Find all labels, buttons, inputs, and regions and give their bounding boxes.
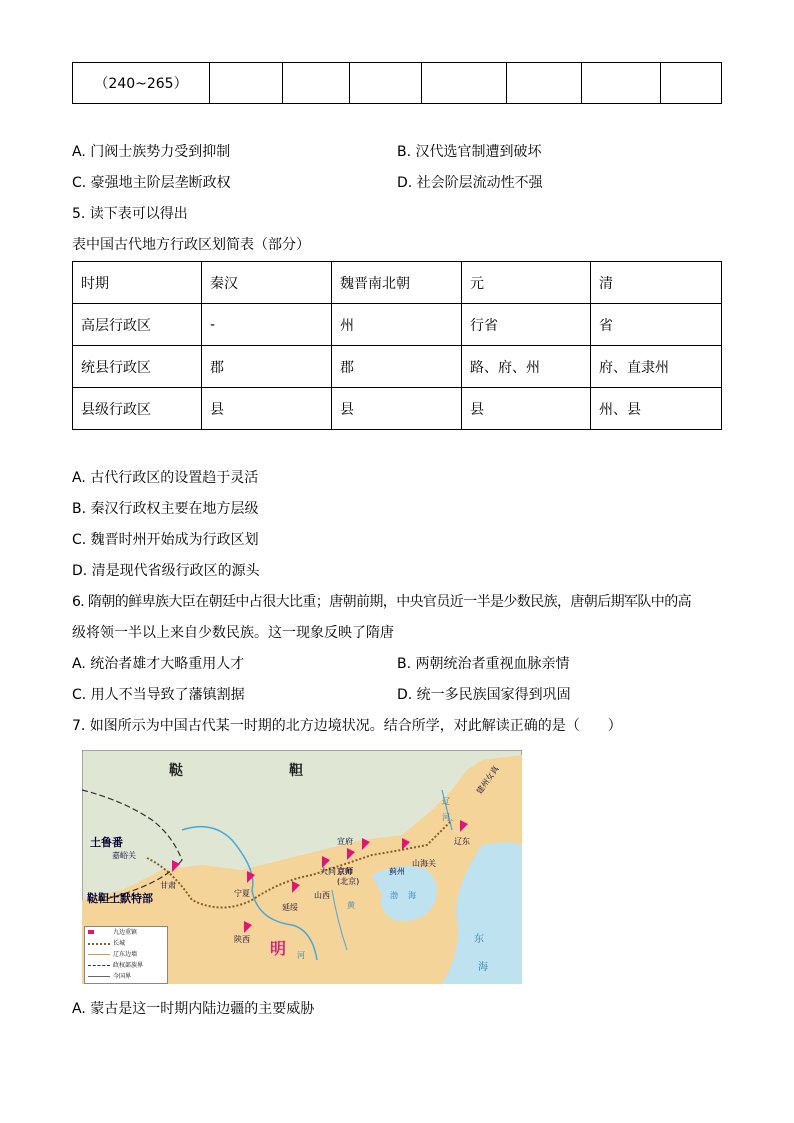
q4-option-d: D. 社会阶层流动性不强: [397, 175, 543, 191]
map-label-liaohe: 河: [442, 813, 450, 822]
table-cell: 县: [462, 388, 591, 430]
table-cell: 县级行政区: [73, 388, 202, 430]
table-cell: [661, 63, 722, 104]
map-label-xuanfu: 宣府: [337, 837, 353, 846]
q5-option-d: D. 清是现代省级行政区的源头: [72, 563, 260, 579]
q6-option-d: D. 统一多民族国家得到巩固: [397, 687, 571, 703]
map-label-yansui: 延绥: [282, 903, 298, 912]
map-label-jiayuguan: 嘉峪关: [112, 851, 136, 860]
table-row: [73, 346, 722, 388]
q6-stem-line2: 级将领一半以上来自少数民族。这一现象反映了隋唐: [72, 625, 394, 641]
q7-stem: 7. 如图所示为中国古代某一时期的北方边境状况。结合所学，对此解读正确的是（ ）: [72, 718, 622, 734]
q4-option-c: C. 豪强地主阶层垄断政权: [72, 175, 231, 191]
q4-option-b: B. 汉代选官制遭到破坏: [397, 144, 542, 160]
q5-table-title: 表中国古代地方行政区划简表（部分）: [72, 237, 310, 253]
q5-option-b: B. 秦汉行政权主要在地方层级: [72, 501, 259, 517]
table-cell: [350, 63, 422, 104]
table-cell: [283, 63, 350, 104]
legend-label: 政权部族界: [113, 962, 144, 969]
q5-stem: 5. 读下表可以得出: [72, 206, 188, 222]
table-cell: 县: [332, 388, 462, 430]
ming-northern-frontier-map: [82, 750, 522, 984]
legend-label: 长城: [113, 940, 126, 947]
legend-item-liaodong-wall: [85, 949, 167, 960]
table-header-cell: 清: [591, 262, 722, 304]
q6-option-a: A. 统治者雄才大略重用人才: [72, 656, 245, 672]
map-label-tumote: 鞑靼土默特部: [87, 892, 153, 905]
legend-item-garrison: [85, 927, 167, 938]
q7-option-a: A. 蒙古是这一时期内陆边疆的主要威胁: [72, 1001, 315, 1017]
q4-option-a: A. 门阀士族势力受到抑制: [72, 144, 231, 160]
table-cell: 郡: [202, 346, 332, 388]
legend-label: 九边重镇: [113, 929, 138, 936]
table-header-cell: 魏晋南北朝: [332, 262, 462, 304]
map-label-dada: 鞑: [169, 763, 183, 779]
map-label-liaodong: 辽东: [454, 837, 470, 846]
table-cell: [582, 63, 661, 104]
map-label-hai: 海: [408, 891, 416, 900]
map-label-ming: 明: [270, 939, 287, 958]
table-cell: -: [202, 304, 332, 346]
map-label-bohai: 渤: [390, 891, 398, 900]
legend-label: 辽东边墙: [113, 951, 138, 958]
table-cell: 府、直隶州: [591, 346, 722, 388]
map-label-liao: 辽: [442, 797, 450, 806]
table-cell: （240~265）: [73, 63, 210, 104]
map-label-shanxi: 山西: [314, 891, 330, 900]
map-label-he: 河: [297, 951, 305, 960]
legend-item-boundary: [85, 960, 167, 971]
table-cell: 高层行政区: [73, 304, 202, 346]
map-label-ningxia: 宁夏: [234, 889, 250, 898]
table-cell: 州、县: [591, 388, 722, 430]
q6-stem-line1: 6. 隋朝的鲜卑族大臣在朝廷中占很大比重；唐朝前期，中央官员近一半是少数民族，唐朝后期军队中的高: [72, 594, 692, 610]
table-row: [73, 304, 722, 346]
table-header-cell: 元: [462, 262, 591, 304]
q6-option-c: C. 用人不当导致了藩镇割据: [72, 687, 245, 703]
map-label-datong: 大同: [320, 867, 336, 876]
table-header-cell: 秦汉: [202, 262, 332, 304]
map-label-shaanxi: 陕西: [234, 935, 250, 944]
map-label-tulufan: 土鲁番: [90, 836, 123, 849]
table-cell: 统县行政区: [73, 346, 202, 388]
table-cell: 郡: [332, 346, 462, 388]
legend-item-national-border: [85, 971, 167, 982]
table-cell: [507, 63, 582, 104]
map-label-jingshi: 京师: [337, 867, 353, 876]
top-table: [72, 62, 722, 104]
table-header-row: [73, 262, 722, 304]
legend-item-wall: [85, 938, 167, 949]
table-row: [73, 388, 722, 430]
table-cell: [422, 63, 507, 104]
map-label-ganzhou: 甘肃: [160, 881, 176, 890]
map-label-beijing: (北京): [337, 877, 360, 886]
map-label-donghai: 海: [478, 962, 488, 973]
table-cell: 省: [591, 304, 722, 346]
table-cell: 州: [332, 304, 462, 346]
map-label-dan: 靼: [289, 763, 303, 779]
table-cell: [210, 63, 283, 104]
q5-option-c: C. 魏晋时州开始成为行政区划: [72, 532, 259, 548]
map-label-huang: 黄: [347, 901, 355, 910]
map-legend: [84, 926, 168, 984]
table-header-cell: 时期: [73, 262, 202, 304]
q5-option-a: A. 古代行政区的设置趋于灵活: [72, 470, 259, 486]
map-label-shanhaiguan: 山海关: [412, 859, 436, 868]
admin-table: [72, 261, 722, 430]
table-row: [73, 63, 722, 104]
table-cell: 县: [202, 388, 332, 430]
q6-option-b: B. 两朝统治者重视血脉亲情: [397, 656, 570, 672]
map-label-jianzhou: 建州女真: [474, 764, 501, 796]
table-cell: 路、府、州: [462, 346, 591, 388]
map-label-jizhou: 蓟州: [389, 867, 405, 876]
legend-label: 今国界: [113, 973, 132, 980]
table-cell: 行省: [462, 304, 591, 346]
map-label-dong: 东: [474, 934, 484, 945]
